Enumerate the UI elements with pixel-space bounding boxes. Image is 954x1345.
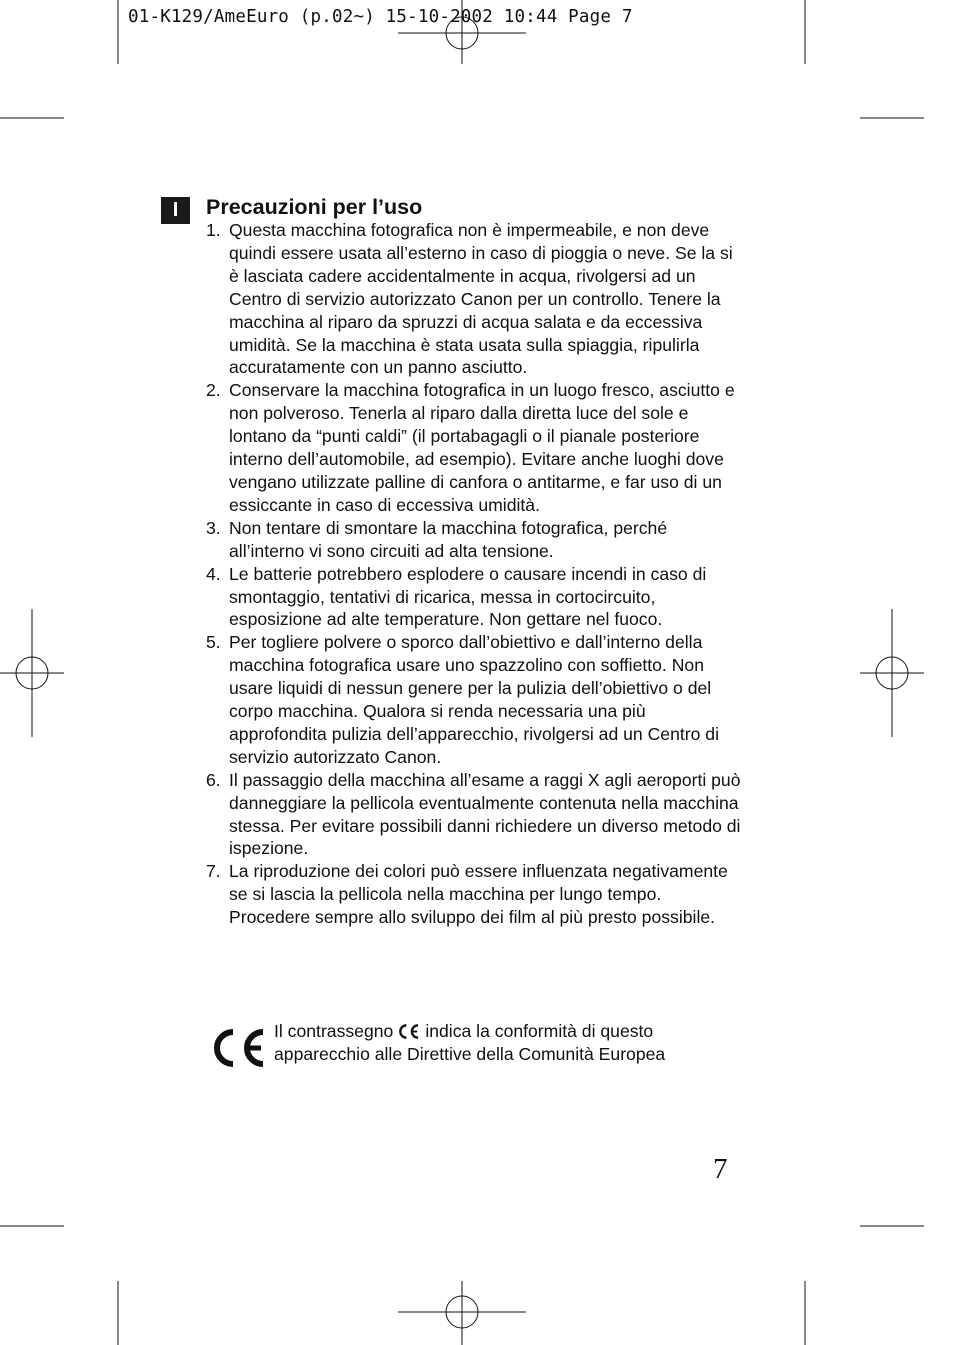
item-text: Questa macchina fotografica non è impermeabile, e non deve quindi essere usata all’esterno in caso di pioggia o neve. Se la si è lasciata cadere accidentalmente in acqua, rivolgersi ad un Centro di servizio autorizzato Canon per un controllo. Tenere la macchina al riparo da spruzzi di acqua salata e da eccessiva umidità. Se la macchina è stata usata sulla spiaggia, ripulirla accuratamente con un panno asciutto. bbox=[229, 220, 733, 378]
list-item bbox=[206, 379, 746, 516]
list-item bbox=[206, 219, 746, 379]
language-tab: I bbox=[161, 197, 190, 224]
item-text: Il passaggio della macchina all’esame a raggi X agli aeroporti può danneggiare la pellicola eventualmente contenuta nella macchina stessa. Per evitare possibili danni richiedere un diverso metodo di ispezione. bbox=[229, 769, 741, 859]
item-text: Non tentare di smontare la macchina fotografica, perché all’interno vi sono circuiti ad alta tensione. bbox=[229, 517, 668, 561]
item-number: 3. bbox=[206, 517, 221, 538]
list-item bbox=[206, 517, 746, 563]
precautions-list bbox=[206, 219, 746, 929]
ce-mark-icon bbox=[209, 1026, 265, 1070]
item-text: Per togliere polvere o sporco dall’obiettivo e dall’interno della macchina fotografica usare uno spazzolino con soffietto. Non usare liquidi di nessun genere per la pulizia dell’obiettivo o del corpo macchina. Qualora si renda necessaria una più approfondita pulizia dell’apparecchio, rivolgersi ad un Centro di servizio autorizzato Canon. bbox=[229, 632, 719, 767]
registration-mark-top bbox=[398, 0, 526, 64]
ce-notice-line-1 bbox=[274, 1020, 665, 1043]
item-number: 5. bbox=[206, 632, 221, 653]
ce-notice-text-before: Il contrassegno bbox=[274, 1021, 394, 1041]
item-number: 4. bbox=[206, 563, 221, 584]
item-text: Le batterie potrebbero esplodere o causare incendi in caso di smontaggio, tentativi di ricarica, messa in cortocircuito, esposizione ad alte temperature. Non gettare nel fuoco. bbox=[229, 563, 707, 630]
item-number: 1. bbox=[206, 220, 221, 240]
print-slug: 01-K129/AmeEuro (p.02~) 15-10-2002 10:44 Page 7 bbox=[128, 7, 633, 27]
item-number: 7. bbox=[206, 861, 221, 882]
section-title: Precauzioni per l’uso bbox=[206, 195, 423, 219]
item-text: La riproduzione dei colori può essere influenzata negativamente se si lascia la pellicola nella macchina per lungo tempo. Procedere sempre allo sviluppo dei film al più presto possibile. bbox=[229, 861, 728, 928]
ce-notice-line-2: apparecchio alle Direttive della Comunità Europea bbox=[274, 1044, 666, 1064]
registration-mark-right bbox=[860, 609, 924, 737]
list-item bbox=[206, 563, 746, 632]
ce-mark-small-icon bbox=[397, 1023, 419, 1040]
ce-notice-text bbox=[274, 1020, 665, 1066]
list-item bbox=[206, 769, 746, 861]
registration-mark-left bbox=[0, 609, 64, 737]
ce-notice-text-after: indica la conformità di questo bbox=[425, 1021, 654, 1041]
list-item bbox=[206, 631, 746, 768]
item-text: Conservare la macchina fotografica in un luogo fresco, asciutto e non polveroso. Tenerla al riparo dalla diretta luce del sole e lontano da “punti caldi” (il portabagagli o il pianale posteriore interno dell’automobile, ad esempio). Evitare anche luoghi dove vengano utilizzate palline di canfora o antitarme, e far uso di un essiccante in caso di eccessiva umidità. bbox=[229, 380, 735, 515]
item-number: 6. bbox=[206, 769, 221, 790]
item-number: 2. bbox=[206, 380, 221, 401]
registration-mark-bottom bbox=[398, 1281, 526, 1345]
page-number: 7 bbox=[713, 1153, 728, 1185]
list-item bbox=[206, 860, 746, 929]
